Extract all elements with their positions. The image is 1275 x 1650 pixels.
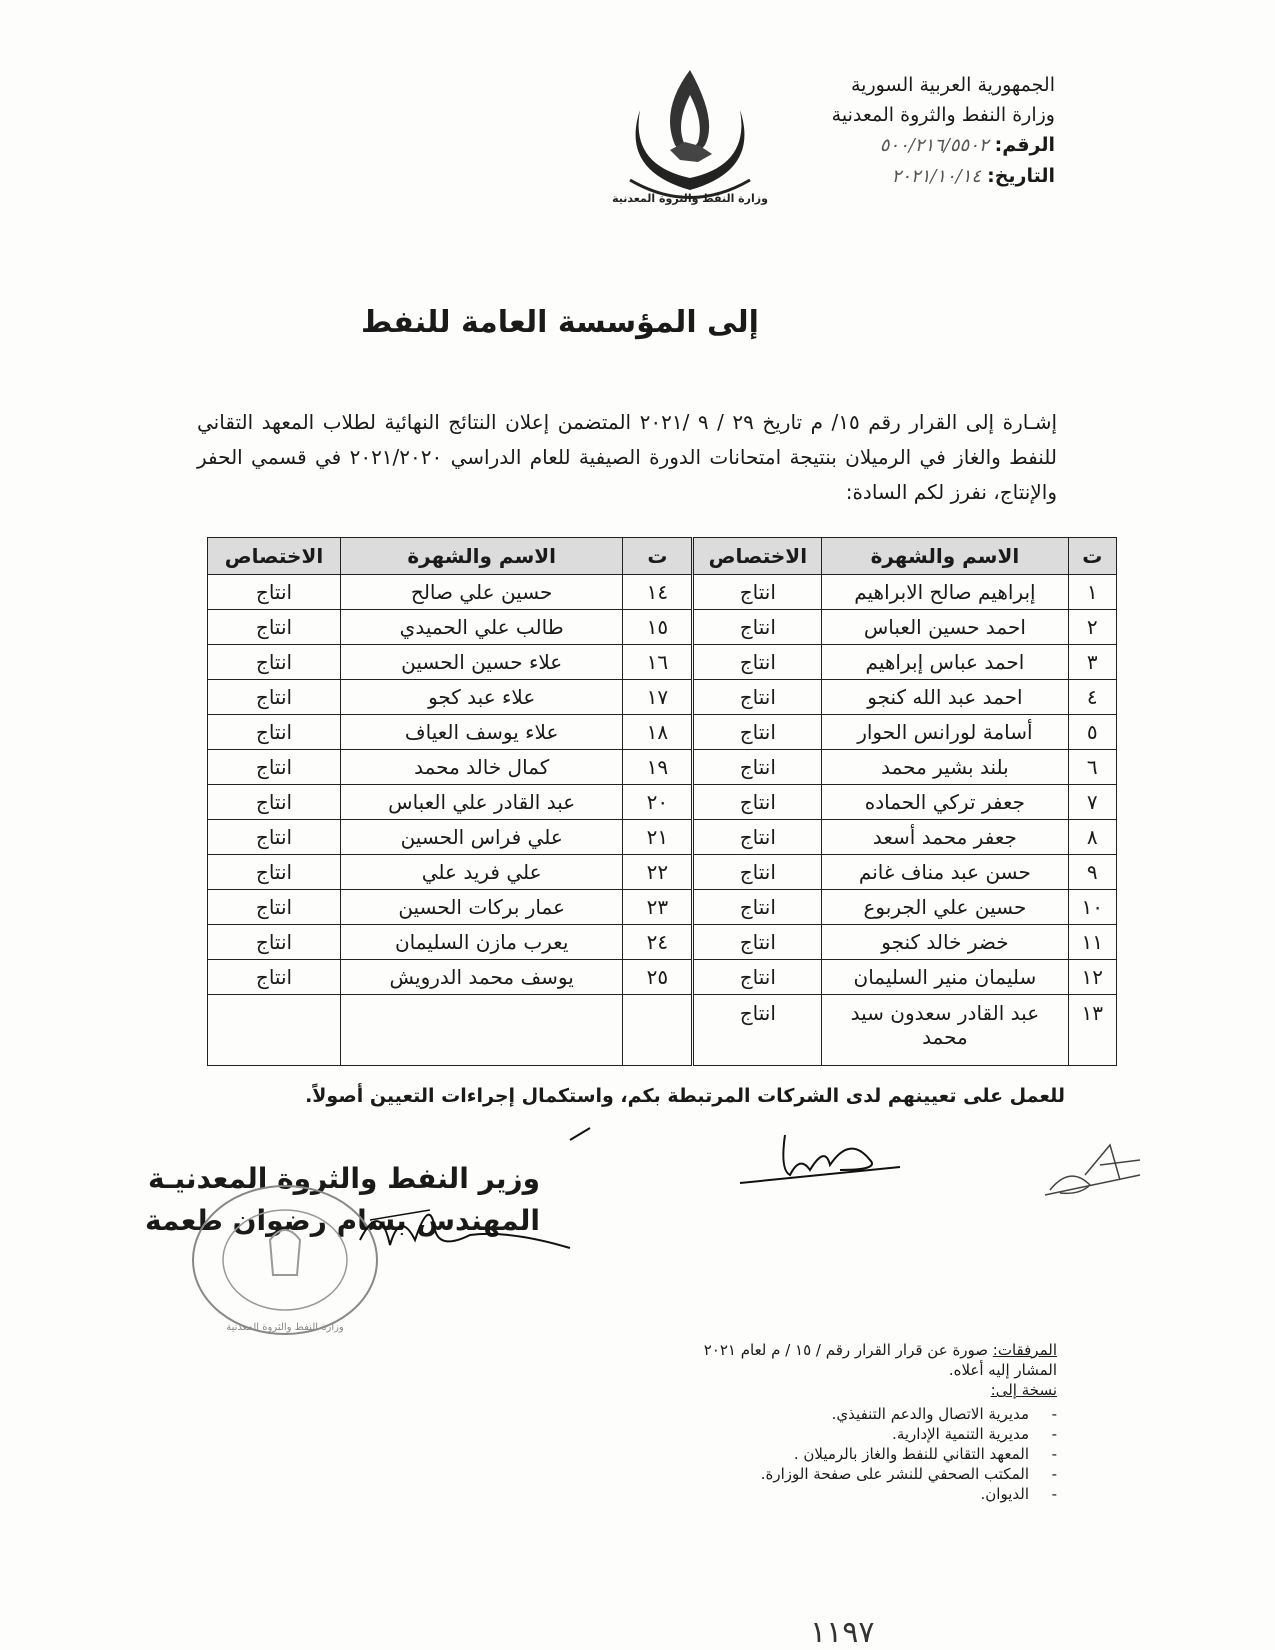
- cell-num: ٢٤: [623, 925, 693, 960]
- col-header-num: ت: [1068, 538, 1116, 575]
- cell-spec: انتاج: [693, 645, 822, 680]
- cell-spec: انتاج: [208, 925, 341, 960]
- table-row: [208, 785, 1117, 820]
- copy-to-list: [657, 1404, 1057, 1504]
- table-row: [208, 610, 1117, 645]
- cell-name: حسين علي صالح: [340, 575, 622, 610]
- list-item: - المعهد التقاني للنفط والغاز بالرميلان .: [727, 1444, 1057, 1464]
- cell-name: كمال خالد محمد: [340, 750, 622, 785]
- cell-name: أسامة لورانس الحوار: [822, 715, 1068, 750]
- cell-spec: انتاج: [693, 925, 822, 960]
- attachments-label: المرفقات:: [992, 1341, 1057, 1359]
- minister-signature-icon: [340, 1190, 580, 1270]
- reference-label: الرقم:: [994, 134, 1055, 156]
- date-value: ٢٠٢١/١٠/١٤: [891, 166, 982, 187]
- cell-name: جعفر تركي الحماده: [822, 785, 1068, 820]
- cell-name: [340, 995, 622, 1066]
- intro-paragraph: إشـارة إلى القرار رقم ١٥/ م تاريخ ٢٩ / ٩ /٢٠٢١ المتضمن إعلان النتائج النهائية لطلاب المعهد التقاني للنفط والغاز في الرميلان بنتيجة امتحانات الدورة الصيفية للعام الدراسي ٢٠٢١/٢٠٢٠ في قسمي الحفر والإنتاج، نفرز لكم السادة:: [197, 410, 1058, 504]
- cell-num: ٦: [1068, 750, 1116, 785]
- table-row: [208, 890, 1117, 925]
- cell-name: جعفر محمد أسعد: [822, 820, 1068, 855]
- minister-name: المهندس بسام رضوان طعمة: [144, 1204, 540, 1237]
- cell-num: ٧: [1068, 785, 1116, 820]
- table-row: [208, 960, 1117, 995]
- list-item: - الديوان.: [727, 1484, 1057, 1504]
- cell-num: ٢: [1068, 610, 1116, 645]
- cell-spec: انتاج: [208, 785, 341, 820]
- cell-spec: انتاج: [693, 785, 822, 820]
- cell-name: إبراهيم صالح الابراهيم: [822, 575, 1068, 610]
- list-item: - مديرية الاتصال والدعم التنفيذي.: [727, 1404, 1057, 1424]
- cell-spec: انتاج: [208, 610, 341, 645]
- cell-spec: انتاج: [693, 680, 822, 715]
- cell-num: ٢٣: [623, 890, 693, 925]
- pen-mark-icon: [565, 1120, 595, 1150]
- stamp-caption: وزارة النفط والثروة المعدنية: [226, 1322, 344, 1333]
- cell-spec: انتاج: [693, 575, 822, 610]
- cell-spec: انتاج: [208, 645, 341, 680]
- cell-name: علي فريد علي: [340, 855, 622, 890]
- col-header-spec: الاختصاص: [693, 538, 822, 575]
- cell-spec: انتاج: [208, 960, 341, 995]
- cell-name: بلند بشير محمد: [822, 750, 1068, 785]
- cell-spec: انتاج: [208, 890, 341, 925]
- col-header-num: ت: [623, 538, 693, 575]
- cell-num: ٨: [1068, 820, 1116, 855]
- cell-num: ٥: [1068, 715, 1116, 750]
- table-row: [208, 995, 1117, 1066]
- reference-number: ٥٠٠/٢١٦/٥٥٠٢: [879, 135, 989, 156]
- cell-name: احمد عبد الله كنجو: [822, 680, 1068, 715]
- table-row: [208, 750, 1117, 785]
- cell-name: احمد عباس إبراهيم: [822, 645, 1068, 680]
- cell-num: ٢٥: [623, 960, 693, 995]
- page-number: ١١٩٧: [810, 1615, 875, 1650]
- cell-spec: انتاج: [693, 610, 822, 645]
- cell-spec: انتاج: [208, 575, 341, 610]
- list-item: - المكتب الصحفي للنشر على صفحة الوزارة.: [727, 1464, 1057, 1484]
- attachments-section: [657, 1340, 1057, 1504]
- cell-num: ١٥: [623, 610, 693, 645]
- cell-name: حسين علي الجربوع: [822, 890, 1068, 925]
- logo-caption: وزارة النفط والثروة المعدنية: [612, 192, 768, 205]
- cell-num: ٤: [1068, 680, 1116, 715]
- cell-name: يعرب مازن السليمان: [340, 925, 622, 960]
- cell-name: احمد حسين العباس: [822, 610, 1068, 645]
- cell-spec: انتاج: [208, 680, 341, 715]
- cell-name: يوسف محمد الدرويش: [340, 960, 622, 995]
- cell-name: سليمان منير السليمان: [822, 960, 1068, 995]
- cell-num: ٢٠: [623, 785, 693, 820]
- cell-spec: [208, 995, 341, 1066]
- list-item: - مديرية التنمية الإدارية.: [727, 1424, 1057, 1444]
- cell-num: ١٩: [623, 750, 693, 785]
- copy-to-label: نسخة إلى:: [990, 1381, 1057, 1399]
- country-name: الجمهورية العربية السورية: [850, 74, 1055, 96]
- cell-name: علاء عبد كجو: [340, 680, 622, 715]
- cell-num: ١٦: [623, 645, 693, 680]
- cell-name: عمار بركات الحسين: [340, 890, 622, 925]
- cell-spec: انتاج: [208, 750, 341, 785]
- cell-name: علاء حسين الحسين: [340, 645, 622, 680]
- cell-name: طالب علي الحميدي: [340, 610, 622, 645]
- cell-name: عبد القادر سعدون سيد محمد: [822, 995, 1068, 1066]
- cell-spec: انتاج: [693, 960, 822, 995]
- cell-num: ١٢: [1068, 960, 1116, 995]
- cell-num: [623, 995, 693, 1066]
- cell-name: خضر خالد كنجو: [822, 925, 1068, 960]
- table-row: [208, 855, 1117, 890]
- cell-spec: انتاج: [693, 715, 822, 750]
- cell-num: ١٤: [623, 575, 693, 610]
- cell-name: علاء يوسف العياف: [340, 715, 622, 750]
- cell-spec: انتاج: [693, 890, 822, 925]
- cell-num: ٣: [1068, 645, 1116, 680]
- date-label: التاريخ:: [987, 165, 1055, 187]
- cell-num: ١٧: [623, 680, 693, 715]
- initials-signature-icon: [1040, 1135, 1150, 1205]
- attachments-text: صورة عن قرار القرار رقم / ١٥ / م لعام ٢٠٢١ المشار إليه أعلاه.: [703, 1341, 1057, 1379]
- table-row: [208, 925, 1117, 960]
- col-header-name: الاسم والشهرة: [340, 538, 622, 575]
- cell-spec: انتاج: [208, 820, 341, 855]
- col-header-spec: الاختصاص: [208, 538, 341, 575]
- cell-num: ٢١: [623, 820, 693, 855]
- cell-spec: انتاج: [208, 715, 341, 750]
- cell-spec: انتاج: [693, 995, 822, 1066]
- cell-num: ١٠: [1068, 890, 1116, 925]
- graduates-table: [207, 537, 1117, 1066]
- cell-num: ٢٢: [623, 855, 693, 890]
- cell-num: ٩: [1068, 855, 1116, 890]
- table-row: [208, 680, 1117, 715]
- table-row: [208, 820, 1117, 855]
- cell-num: ١٣: [1068, 995, 1116, 1066]
- cell-num: ١: [1068, 575, 1116, 610]
- table-row: [208, 715, 1117, 750]
- reviewer-signature-icon: [730, 1115, 910, 1195]
- cell-num: ١٨: [623, 715, 693, 750]
- table-row: [208, 645, 1117, 680]
- cell-name: عبد القادر علي العباس: [340, 785, 622, 820]
- cell-spec: انتاج: [208, 855, 341, 890]
- col-header-name: الاسم والشهرة: [822, 538, 1068, 575]
- page-title: إلى المؤسسة العامة للنفط: [361, 305, 759, 340]
- cell-spec: انتاج: [693, 750, 822, 785]
- cell-spec: انتاج: [693, 820, 822, 855]
- cell-name: علي فراس الحسين: [340, 820, 622, 855]
- attachments-line: [657, 1340, 1057, 1380]
- ministry-name: وزارة النفط والثروة المعدنية: [831, 104, 1055, 126]
- cell-name: حسن عبد مناف غانم: [822, 855, 1068, 890]
- minister-title: وزير النفط والثروة المعدنيـة: [147, 1162, 540, 1195]
- closing-text: للعمل على تعيينهم لدى الشركات المرتبطة بكم، واستكمال إجراءات التعيين أصولاً.: [305, 1085, 1065, 1107]
- table-row: [208, 575, 1117, 610]
- cell-num: ١١: [1068, 925, 1116, 960]
- table-header-row: [208, 538, 1117, 575]
- ministry-logo-icon: [600, 50, 780, 210]
- cell-spec: انتاج: [693, 855, 822, 890]
